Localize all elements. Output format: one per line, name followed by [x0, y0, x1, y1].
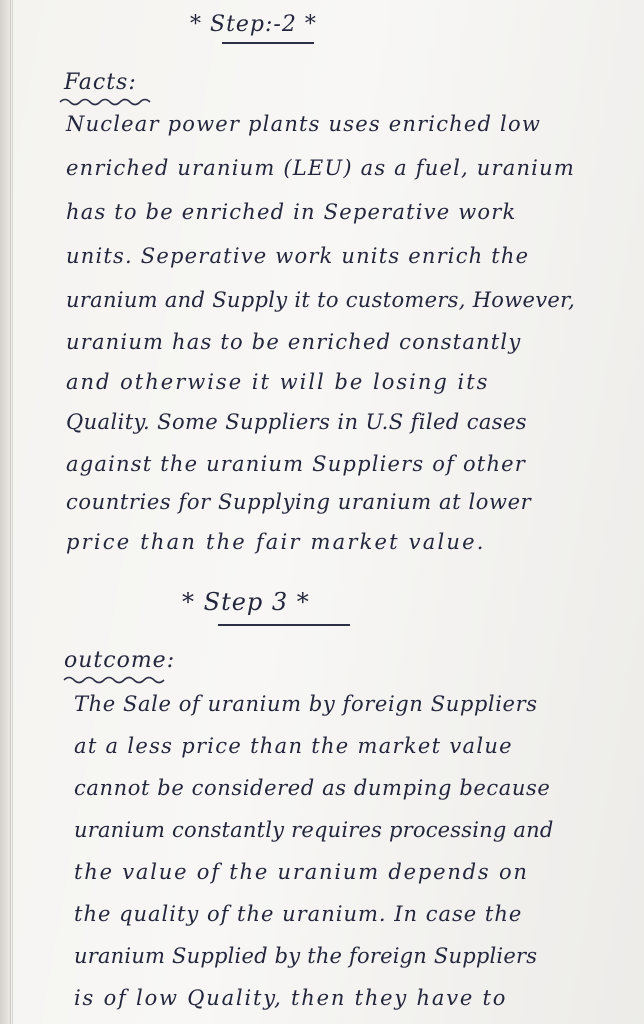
page-edge-line — [12, 0, 13, 1024]
facts-line: Quality. Some Suppliers in U.S filed cases — [66, 410, 527, 434]
facts-line: units. Seperative work units enrich the — [66, 244, 530, 268]
step2-heading-underline — [222, 42, 314, 44]
page-binding-edge — [0, 0, 11, 1024]
step3-heading: * Step 3 * — [182, 588, 310, 616]
outcome-line: The Sale of uranium by foreign Suppliers — [74, 692, 538, 716]
outcome-underline — [62, 675, 172, 685]
facts-line: countries for Supplying uranium at lower — [66, 490, 532, 514]
facts-line: price than the fair market value. — [66, 530, 486, 554]
facts-underline — [58, 97, 158, 107]
facts-line: has to be enriched in Seperative work — [66, 200, 517, 224]
facts-line: and otherwise it will be losing its — [66, 370, 490, 394]
outcome-line: uranium Supplied by the foreign Suppliers — [74, 944, 538, 968]
facts-line: enriched uranium (LEU) as a fuel, uranium — [66, 156, 575, 180]
facts-line: uranium has to be enriched constantly — [66, 330, 522, 354]
outcome-line: uranium constantly requires processing and — [74, 818, 554, 842]
bleed-through-mark — [300, 6, 600, 24]
step2-heading: * Step:-2 * — [190, 12, 317, 37]
facts-line: against the uranium Suppliers of other — [66, 452, 527, 476]
facts-line: Nuclear power plants uses enriched low — [66, 112, 541, 136]
outcome-label: outcome: — [64, 648, 176, 673]
outcome-line: the quality of the uranium. In case the — [74, 902, 523, 926]
outcome-line: cannot be considered as dumping because — [74, 776, 551, 800]
facts-line: uranium and Supply it to customers, However, — [66, 288, 576, 312]
step3-heading-underline — [218, 624, 350, 626]
outcome-line: the value of the uranium depends on — [74, 860, 529, 884]
outcome-line: is of low Quality, then they have to — [74, 986, 508, 1010]
outcome-line: at a less price than the market value — [74, 734, 513, 758]
facts-label: Facts: — [64, 70, 137, 95]
